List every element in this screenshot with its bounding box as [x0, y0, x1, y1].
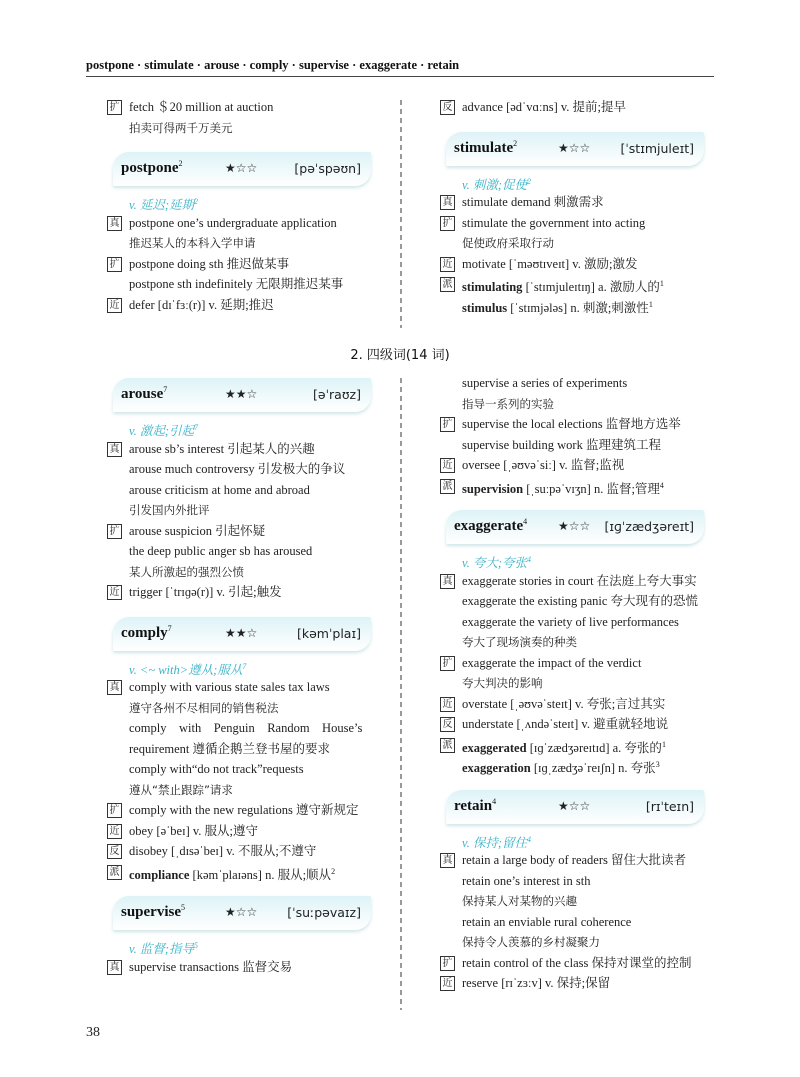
headword-box-retain — [446, 790, 704, 824]
entry-line — [440, 192, 720, 213]
frequency-superscript: 5 — [181, 903, 185, 912]
headword-box-arouse — [113, 378, 371, 412]
meaning — [107, 936, 387, 957]
frequency-stars: ★★☆ — [225, 387, 258, 401]
entry-text: v. 保持;留住 — [462, 835, 528, 850]
entry-line — [440, 414, 720, 435]
entry-text: arouse suspicion 引起怀疑 — [129, 523, 266, 538]
entry-line — [107, 439, 387, 460]
label-tag: 扩 — [440, 417, 455, 432]
entry-text — [107, 868, 335, 882]
entry-line — [440, 213, 720, 234]
entry-text: stimulate demand 刺激需求 — [462, 195, 604, 209]
entry-text: postpone one’s undergraduate application — [129, 215, 337, 230]
entry-line: retain an enviable rural coherence — [462, 914, 632, 929]
entry-text: comply with various state sales tax laws — [129, 680, 330, 694]
running-header: postpone · stimulate · arouse · comply · supervise · exaggerate · retain — [86, 58, 460, 72]
headword-box-stimulate — [446, 132, 704, 166]
label-tag: 派 — [107, 865, 122, 880]
phonetic: [ˈsuːpəvaɪz] — [287, 905, 361, 920]
headword-box-postpone — [113, 152, 371, 186]
entry-text: exaggerate the impact of the verdict — [462, 655, 642, 670]
derived-word: stimulus — [462, 300, 508, 315]
entry-text: comply — [121, 624, 168, 641]
entry-text: v. 监督;指导 — [129, 942, 195, 957]
entry-text: disobey [ˌdɪsəˈbeɪ] v. 不服从;不遵守 — [129, 844, 317, 858]
entry-text: postpone doing sth 推迟做某事 — [129, 256, 290, 271]
entry-line: comply with Penguin Random House’s — [129, 721, 363, 735]
entry-text: comply with the new regulations 遵守新规定 — [129, 803, 359, 817]
entry-line: 某人所激起的强烈公愤 — [129, 564, 244, 579]
entry-text: exaggerate stories in court 在法庭上夸大事实 — [462, 573, 697, 588]
frequency-stars: ★☆☆ — [225, 905, 258, 919]
frequency-superscript: 4 — [492, 796, 497, 806]
entry-line: exaggerate the variety of live performances — [462, 614, 679, 629]
meaning — [440, 550, 720, 571]
entry-line: 引发国内外批评 — [129, 503, 210, 517]
entry-line: exaggerate the existing panic 夸大现有的恐慌 — [462, 594, 699, 608]
entry-line: 遵守各州不尽相同的销售税法 — [129, 700, 279, 715]
entry-line — [107, 582, 387, 603]
label-tag: 近 — [440, 976, 455, 991]
entry-text: postpone — [121, 160, 179, 176]
frequency-stars: ★★☆ — [225, 625, 258, 640]
page-number: 38 — [86, 1025, 100, 1040]
entry-line: comply with“do not track”requests — [129, 762, 304, 776]
entry-line — [440, 653, 720, 674]
frequency-superscript: 7 — [163, 385, 168, 394]
label-tag: 真 — [107, 680, 122, 695]
derived-word: exaggeration — [462, 761, 531, 776]
entry-line: 遵从“禁止跟踪”请求 — [129, 782, 233, 797]
frequency-superscript: 1 — [648, 299, 653, 309]
entry-text: v. 延迟;延期 — [129, 198, 195, 213]
entry-line: 保持令人羡慕的乡村凝聚力 — [462, 935, 600, 949]
entry-line — [440, 953, 720, 974]
frequency-superscript: 2 — [527, 176, 532, 186]
entry-text: arouse sb’s interest 引起某人的兴趣 — [129, 441, 315, 456]
frequency-superscript: 4 — [659, 480, 664, 490]
derived-word: compliance — [129, 867, 190, 882]
label-tag: 真 — [440, 853, 455, 868]
entry-text: trigger [ˈtrɪɡə(r)] v. 引起;触发 — [129, 585, 282, 599]
label-tag: 扩 — [440, 656, 455, 671]
entry-line — [107, 957, 387, 978]
label-tag: 近 — [440, 697, 455, 712]
entry-text — [440, 280, 664, 294]
label-tag: 真 — [107, 442, 122, 457]
label-tag: 真 — [440, 574, 455, 589]
entry-line: 夸大了现场演奏的种类 — [462, 635, 577, 649]
entry-line — [107, 800, 387, 821]
derived-word: stimulating — [462, 280, 523, 295]
frequency-superscript: 2 — [178, 159, 183, 168]
entry-line — [107, 97, 387, 118]
derived-word: supervision — [462, 481, 524, 496]
label-tag: 派 — [440, 738, 455, 753]
label-tag: 扩 — [107, 803, 122, 818]
frequency-superscript: 4 — [527, 555, 532, 564]
frequency-superscript: 7 — [167, 623, 172, 633]
headword — [454, 517, 527, 535]
meaning — [440, 830, 720, 851]
section-title: 2. 四级词(14 词) — [350, 348, 450, 363]
frequency-superscript: 2 — [513, 138, 518, 148]
entry-line: 夸大判决的影响 — [462, 676, 543, 690]
entry-text: motivate [ˈməʊtɪveɪt] v. 激励;激发 — [462, 256, 638, 271]
headword — [121, 159, 183, 177]
entry-line — [440, 973, 720, 994]
frequency-stars: ★☆☆ — [558, 519, 591, 533]
kuo-tag: 扩 — [107, 100, 122, 115]
entry-text: retain a large body of readers 留住大批读者 — [462, 853, 687, 867]
entry-text: [ˌsuːpəˈvɪʒn] n. 监督;管理 — [523, 481, 660, 496]
frequency-superscript: 4 — [523, 517, 528, 526]
label-tag: 真 — [440, 195, 455, 210]
entry-line — [440, 755, 720, 776]
jin-tag: 近 — [107, 298, 122, 313]
top-right-column — [440, 97, 720, 315]
entry-line: requirement 遵循企鹅兰登书屋的要求 — [129, 741, 331, 756]
entry-line — [440, 714, 720, 735]
headword-box-supervise — [113, 896, 371, 930]
entry-line: arouse much controversy 引发极大的争议 — [129, 462, 346, 476]
zhen-tag: 真 — [107, 216, 122, 231]
entry-line — [440, 295, 720, 316]
fan-tag: 反 — [440, 100, 455, 115]
entry-text — [440, 741, 666, 755]
kuo-tag: 扩 — [107, 257, 122, 272]
meaning — [107, 418, 387, 439]
entry-line — [107, 295, 387, 316]
column-divider-bottom — [400, 378, 402, 1010]
label-tag: 派 — [440, 479, 455, 494]
entry-text: overstate [ˌəʊvəˈsteɪt] v. 夸张;言过其实 — [462, 696, 666, 711]
headword — [121, 624, 172, 642]
entry-line — [107, 862, 387, 883]
bottom-left-column — [107, 376, 387, 977]
entry-text: [ɪɡˌzædʒəˈreɪʃn] n. 夸张 — [530, 761, 656, 776]
frequency-stars: ★☆☆ — [558, 140, 591, 155]
entry-line — [440, 850, 720, 871]
frequency-superscript: 3 — [655, 760, 660, 769]
entry-text: [ɪɡˈzædʒəreɪtɪd] a. 夸张的 — [526, 740, 662, 755]
entry-text: v. <~ with>遵从;服从 — [129, 662, 243, 677]
entry-line — [107, 213, 387, 234]
frequency-superscript: 5 — [194, 941, 199, 950]
headword — [121, 385, 167, 403]
entry-text: retain — [454, 797, 493, 814]
derived-word: exaggerated — [462, 740, 527, 755]
frequency-stars: ★☆☆ — [558, 798, 591, 813]
entry-text: [ˈstɪmjələs] n. 刺激;刺激性 — [507, 300, 649, 315]
top-left-column — [107, 97, 387, 315]
label-tag: 反 — [440, 717, 455, 732]
label-tag: 近 — [107, 824, 122, 839]
entry-line: 推迟某人的本科入学申请 — [129, 236, 256, 250]
column-divider-top — [400, 100, 402, 328]
label-tag: 扩 — [440, 216, 455, 231]
entry-text: supervise — [121, 904, 181, 920]
entry-line — [107, 677, 387, 698]
entry-text: supervise transactions 监督交易 — [129, 959, 293, 974]
frequency-superscript: 7 — [242, 661, 247, 671]
entry-line — [107, 254, 387, 275]
frequency-stars: ★☆☆ — [225, 161, 258, 175]
entry-text: [ˈstɪmjuleɪtɪŋ] a. 激励人的 — [522, 280, 660, 295]
entry-line — [107, 821, 387, 842]
phonetic: [ɪɡˈzædʒəreɪt] — [604, 519, 694, 534]
entry-line: 保持某人对某物的兴趣 — [462, 894, 577, 908]
meaning — [107, 192, 387, 213]
entry-text: advance [ədˈvɑːns] v. 提前;提早 — [462, 100, 627, 114]
entry-line: supervise building work 监理建筑工程 — [462, 437, 661, 452]
example-translation: 拍卖可得两千万美元 — [129, 120, 233, 135]
meaning — [107, 657, 387, 678]
entry-line — [440, 254, 720, 275]
frequency-superscript: 2 — [194, 197, 199, 206]
frequency-superscript: 7 — [194, 423, 199, 432]
frequency-superscript: 4 — [527, 834, 532, 844]
entry-text: v. 夸大;夸张 — [462, 556, 528, 571]
entry-line: 指导一系列的实验 — [462, 396, 554, 411]
label-tag: 近 — [440, 458, 455, 473]
entry-text: retain control of the class 保持对课堂的控制 — [462, 955, 692, 970]
label-tag: 近 — [107, 585, 122, 600]
label-tag: 反 — [107, 844, 122, 859]
label-tag: 派 — [440, 277, 455, 292]
frequency-superscript: 1 — [661, 739, 666, 749]
headword — [454, 139, 517, 157]
entry-text: [kəmˈplaɪəns] n. 服从;顺从 — [189, 867, 332, 882]
entry-text: oversee [ˌəʊvəˈsiː] v. 监督;监视 — [462, 458, 625, 472]
entry-line — [107, 521, 387, 542]
entry-line — [440, 97, 720, 118]
entry-text: defer [dɪˈfɜː(r)] v. 延期;推迟 — [129, 297, 274, 312]
meaning — [440, 172, 720, 193]
headword-box-exaggerate — [446, 510, 704, 544]
entry-text: obey [əˈbeɪ] v. 服从;遵守 — [129, 823, 259, 838]
entry-text: understate [ˌʌndəˈsteɪt] v. 避重就轻地说 — [462, 717, 669, 731]
label-tag: 扩 — [440, 956, 455, 971]
entry-text: stimulate the government into acting — [462, 215, 646, 230]
entry-line: 促使政府采取行动 — [462, 236, 554, 250]
phonetic: [rɪˈteɪn] — [645, 798, 694, 814]
entry-line — [440, 571, 720, 592]
frequency-superscript: 2 — [331, 866, 336, 876]
entry-line — [440, 694, 720, 715]
headword-box-comply — [113, 617, 371, 651]
phonetic: [ˈstɪmjuleɪt] — [620, 140, 694, 156]
entry-text: supervise the local elections 监督地方选举 — [462, 417, 681, 431]
header-rule — [86, 76, 714, 77]
entry-text: reserve [rɪˈzɜːv] v. 保持;保留 — [462, 976, 611, 990]
phonetic: [pəˈspəʊn] — [294, 161, 361, 176]
entry-text — [440, 482, 664, 496]
frequency-superscript: 1 — [659, 279, 664, 288]
entry-line — [440, 274, 720, 295]
entry-line — [440, 476, 720, 497]
entry-line: the deep public anger sb has aroused — [129, 544, 313, 558]
entry-text: stimulate — [454, 139, 514, 156]
entry-line — [440, 455, 720, 476]
entry-line — [440, 735, 720, 756]
example-text: fetch ＄20 million at auction — [129, 100, 274, 114]
entry-line: retain one’s interest in sth — [462, 873, 591, 888]
bottom-right-column — [440, 373, 720, 994]
label-tag: 近 — [440, 257, 455, 272]
entry-line — [107, 841, 387, 862]
phonetic: [kəmˈplaɪ] — [296, 625, 361, 641]
entry-text: v. 刺激;促使 — [462, 177, 528, 192]
entry-line: postpone sth indefinitely 无限期推迟某事 — [129, 277, 344, 291]
headword — [121, 903, 185, 921]
label-tag: 真 — [107, 960, 122, 975]
entry-text: arouse — [121, 386, 164, 402]
phonetic: [əˈraʊz] — [313, 387, 361, 402]
headword — [454, 797, 496, 815]
entry-text: exaggerate — [454, 518, 524, 534]
entry-line: arouse criticism at home and abroad — [129, 482, 310, 497]
entry-text: v. 激起;引起 — [129, 424, 195, 439]
label-tag: 扩 — [107, 524, 122, 539]
entry-line: supervise a series of experiments — [462, 376, 628, 390]
